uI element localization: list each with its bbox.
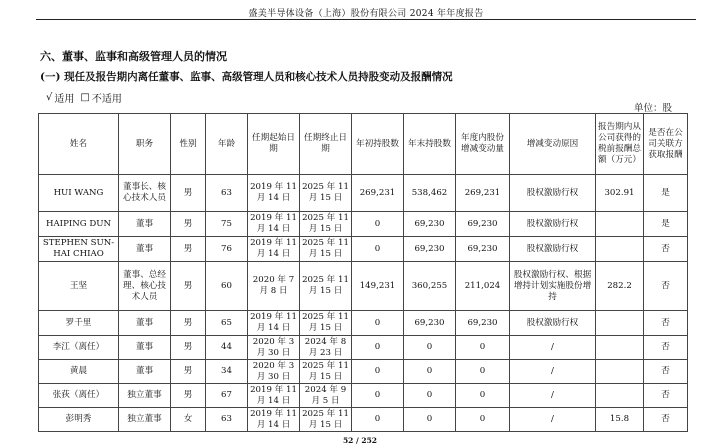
table-cell: 0 [352,311,404,336]
table-row [39,384,688,408]
table-cell: 彭明秀 [39,408,119,432]
table-cell: 0 [352,408,404,432]
table-cell: STEPHEN SUN-HAI CHIAO [39,237,119,262]
table-cell: 2024 年 9 月 5 日 [300,384,352,408]
unit-label: 单位：股 [633,103,672,114]
column-header: 职务 [119,114,171,175]
table-cell: 否 [644,384,688,408]
table-header-row [39,114,688,175]
table-row [39,336,688,360]
table-cell: 269,231 [352,175,404,212]
table-cell: 2020 年 3 月 30 日 [248,360,300,384]
option-not-applicable-label: 不适用 [91,94,122,105]
table-cell: 黄晨 [39,360,119,384]
page-number: 52 / 252 [342,436,378,445]
table-cell: 69,230 [404,212,456,237]
column-header: 年度内股份增减变动量 [456,114,510,175]
table-cell: 董事长、核心技术人员 [119,175,171,212]
table-cell: 独立董事 [119,384,171,408]
table-cell: 男 [171,311,206,336]
table-cell: 股权激励行权、根据增持计划实施股份增持 [510,262,596,311]
table-cell: 0 [456,336,510,360]
table-cell: 男 [171,212,206,237]
table-cell: 2025 年 11 月 15 日 [300,237,352,262]
table-cell [596,336,644,360]
table-cell: 69,230 [404,237,456,262]
table-cell: 独立董事 [119,408,171,432]
table-cell: 69,230 [456,237,510,262]
table-cell: 男 [171,336,206,360]
table-cell: 股权激励行权 [510,212,596,237]
table-cell: 董事 [119,336,171,360]
table-cell: 男 [171,175,206,212]
table-cell: 董事 [119,311,171,336]
table-cell: 69,230 [456,311,510,336]
table-cell: 65 [206,311,248,336]
table-cell: 269,231 [456,175,510,212]
table-cell: 67 [206,384,248,408]
table-cell: 2025 年 11 月 15 日 [300,175,352,212]
table-cell: 张荻（离任） [39,384,119,408]
table-cell: 44 [206,336,248,360]
table-row [39,360,688,384]
table-cell: 69,230 [456,212,510,237]
table-cell: 2025 年 11 月 15 日 [300,408,352,432]
table-cell: 0 [352,360,404,384]
table-cell [596,212,644,237]
column-header: 任期起始日期 [248,114,300,175]
table-cell: 34 [206,360,248,384]
table-cell: 60 [206,262,248,311]
table-cell: 63 [206,175,248,212]
table-cell: 15.8 [596,408,644,432]
table-cell: 282.2 [596,262,644,311]
table-cell: 男 [171,262,206,311]
table-cell: HUI WANG [39,175,119,212]
table-cell: 董事、总经理、核心技术人员 [119,262,171,311]
table-cell: 2020 年 3 月 30 日 [248,336,300,360]
table-cell: 罗千里 [39,311,119,336]
table-cell: 2019 年 11 月 14 日 [248,408,300,432]
table-cell: 0 [404,360,456,384]
table-cell: 股权激励行权 [510,237,596,262]
table-row [39,408,688,432]
option-applicable-label: 适用 [54,94,75,105]
option-not-applicable [80,90,121,105]
table-cell: 2019 年 11 月 14 日 [248,311,300,336]
table-row [39,262,688,311]
table-cell: 女 [171,408,206,432]
table-cell: 0 [456,360,510,384]
column-header: 年龄 [206,114,248,175]
table-cell [596,237,644,262]
table-cell: HAIPING DUN [39,212,119,237]
table-cell: / [510,408,596,432]
report-header: 盛美半导体设备（上海）股份有限公司 2024 年年度报告 [248,9,484,19]
table-cell: 0 [404,384,456,408]
column-header: 增减变动原因 [510,114,596,175]
section-title: 六、董事、监事和高级管理人员的情况 [40,50,227,63]
column-header: 任期终止日期 [300,114,352,175]
table-cell: 男 [171,237,206,262]
table-cell: 0 [352,237,404,262]
table-cell: 是 [644,212,688,237]
table-cell: 2024 年 8 月 23 日 [300,336,352,360]
table-cell: 2025 年 11 月 15 日 [300,360,352,384]
table-cell: / [510,384,596,408]
table-cell: 2019 年 11 月 14 日 [248,175,300,212]
table-cell: 0 [352,212,404,237]
table-cell: 董事 [119,360,171,384]
table-row [39,237,688,262]
table-cell: 王坚 [39,262,119,311]
table-cell: 302.91 [596,175,644,212]
table-cell: 0 [404,336,456,360]
table-cell: 63 [206,408,248,432]
column-header: 是否在公司关联方获取报酬 [644,114,688,175]
column-header: 年初持股数 [352,114,404,175]
table-cell: 否 [644,336,688,360]
table-cell: 0 [352,336,404,360]
option-applicable [46,90,74,105]
table-cell: / [510,360,596,384]
table-cell: 否 [644,408,688,432]
check-mark-icon: √ [46,92,53,103]
table-row [39,175,688,212]
table-cell: 211,024 [456,262,510,311]
table-cell: 69,230 [404,311,456,336]
table-cell: 股权激励行权 [510,175,596,212]
table-row [39,311,688,336]
shareholding-table [38,113,688,432]
table-cell: 股权激励行权 [510,311,596,336]
table-cell: 董事 [119,237,171,262]
table-cell: 否 [644,311,688,336]
table-cell: 否 [644,360,688,384]
table-cell: 76 [206,237,248,262]
table-cell: 男 [171,384,206,408]
table-cell: 2025 年 11 月 15 日 [300,212,352,237]
table-cell: 0 [404,408,456,432]
table-cell: 否 [644,237,688,262]
table-cell: 2019 年 11 月 14 日 [248,384,300,408]
table-cell: 李江（离任） [39,336,119,360]
table-cell: 2025 年 11 月 15 日 [300,311,352,336]
table-cell: 董事 [119,212,171,237]
table-cell: 否 [644,262,688,311]
table-cell: 0 [352,384,404,408]
table-row [39,212,688,237]
table-cell [596,360,644,384]
empty-checkbox-icon: □ [80,92,90,103]
table-cell: 149,231 [352,262,404,311]
table-cell: 男 [171,360,206,384]
column-header: 年末持股数 [404,114,456,175]
column-header: 报告期内从公司获得的税前报酬总额（万元） [596,114,644,175]
column-header: 性别 [171,114,206,175]
table-cell: 75 [206,212,248,237]
table-cell: 2025 年 11 月 15 日 [300,262,352,311]
table-cell: 538,462 [404,175,456,212]
header-divider [36,19,696,20]
column-header: 姓名 [39,114,119,175]
table-cell: 360,255 [404,262,456,311]
subsection-title: (一) 现任及报告期内离任董事、监事、高级管理人员和核心技术人员持股变动及报酬情况 [40,71,453,83]
table-cell: 2020 年 7 月 8 日 [248,262,300,311]
table-cell: 是 [644,175,688,212]
table-cell: 2019 年 11 月 14 日 [248,212,300,237]
applicability-options [46,90,122,105]
table-cell: 0 [456,408,510,432]
table-cell: 0 [456,384,510,408]
table-body [39,175,688,432]
table-cell [596,384,644,408]
table-cell [596,311,644,336]
table-cell: 2019 年 11 月 14 日 [248,237,300,262]
table-cell: / [510,336,596,360]
